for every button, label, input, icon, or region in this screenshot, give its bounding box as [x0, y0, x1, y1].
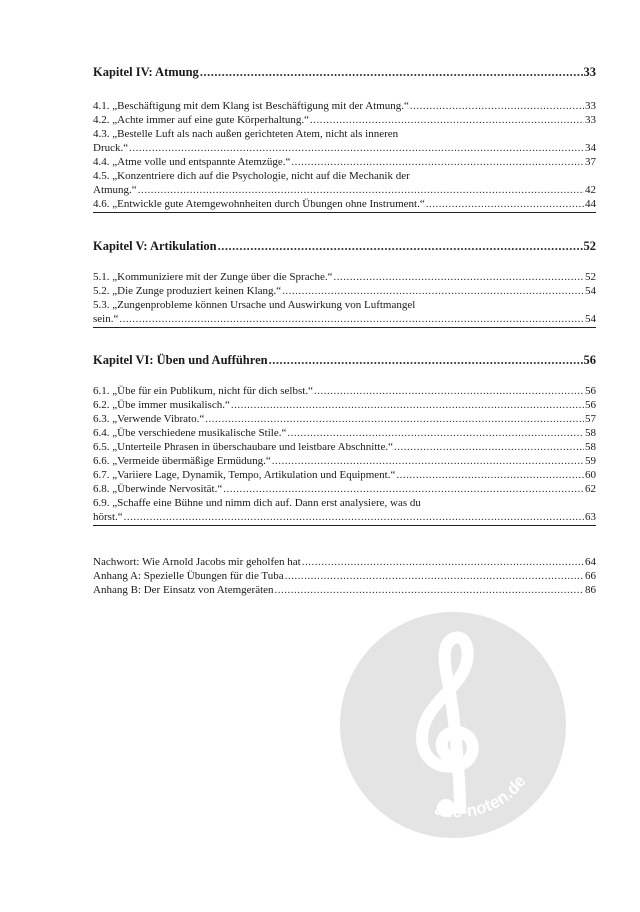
toc-entry: sein.“ ..... 54 — [93, 313, 596, 326]
toc-entry: 6.2. „Übe immer musikalisch.“ ..... 56 — [93, 399, 596, 412]
chapter-title: Kapitel VI: Üben und Aufführen — [93, 353, 268, 367]
toc-entry-first-line: 4.5. „Konzentriere dich auf die Psychologie, nicht auf die Mechanik der — [93, 170, 410, 182]
chapter-page: 33 — [583, 65, 596, 79]
toc-entry: 5.2. „Die Zunge produziert keinen Klang.“ ..... 54 — [93, 285, 596, 298]
chapter-title: Kapitel V: Artikulation — [93, 239, 217, 253]
toc-appendix-entry: Anhang A: Spezielle Übungen für die Tuba ..... 66 — [93, 570, 596, 583]
chapter-heading-iv — [93, 66, 596, 79]
toc-entry: Druck.“ ..... 34 — [93, 142, 596, 155]
toc-entry: 6.1. „Übe für ein Publikum, nicht für dich selbst.“ ..... 56 — [93, 385, 596, 398]
chapter-page: 52 — [583, 239, 596, 253]
toc-entry: 4.1. „Beschäftigung mit dem Klang ist Beschäftigung mit der Atmung.“ ..... 33 — [93, 100, 596, 113]
toc-appendix-entry: Nachwort: Wie Arnold Jacobs mir geholfen hat ..... 64 — [93, 556, 596, 569]
toc-entry-first-line: 4.3. „Bestelle Luft als nach außen gerichteten Atem, nicht als inneren — [93, 128, 399, 140]
toc-entry: 6.6. „Vermeide übermäßige Ermüdung.“ ..... 59 — [93, 455, 596, 468]
toc-entry: Atmung.“ ..... 42 — [93, 184, 596, 197]
toc-entry: 6.5. „Unterteile Phrasen in überschaubare und leistbare Abschnitte.“ ..... 58 — [93, 441, 596, 454]
section-rule — [93, 212, 596, 213]
toc-entry: hörst.“ ..... 63 — [93, 511, 596, 524]
chapter-page: 56 — [583, 353, 596, 367]
toc-entry-first-line: 6.9. „Schaffe eine Bühne und nimm dich auf. Dann erst analysiere, was du — [93, 497, 421, 509]
toc-entry: 6.4. „Übe verschiedene musikalische Stile.“ ..... 58 — [93, 427, 596, 440]
watermark-text: alle-noten.de — [432, 771, 530, 822]
toc-entry: 6.3. „Verwende Vibrato.“ ..... 57 — [93, 413, 596, 426]
toc-entry: 4.4. „Atme volle und entspannte Atemzüge.“ ..... 37 — [93, 156, 596, 169]
toc-entry-first-line: 5.3. „Zungenprobleme können Ursache und Auswirkung von Luftmangel — [93, 299, 416, 311]
toc-entry: 4.2. „Achte immer auf eine gute Körperhaltung.“ ..... 33 — [93, 114, 596, 127]
toc-entry: 6.7. „Variiere Lage, Dynamik, Tempo, Artikulation und Equipment.“ ..... 60 — [93, 469, 596, 482]
section-rule — [93, 525, 596, 526]
section-rule — [93, 327, 596, 328]
toc-appendix-entry: Anhang B: Der Einsatz von Atemgeräten ..... 86 — [93, 584, 596, 597]
toc-entry: 5.1. „Kommuniziere mit der Zunge über die Sprache.“ ..... 52 — [93, 271, 596, 284]
toc-entry: 6.8. „Überwinde Nervosität.“ ..... 62 — [93, 483, 596, 496]
chapter-title: Kapitel IV: Atmung — [93, 65, 199, 79]
toc-entry: 4.6. „Entwickle gute Atemgewohnheiten durch Übungen ohne Instrument.“ ..... 44 — [93, 198, 596, 211]
chapter-heading-v — [93, 240, 596, 253]
watermark — [340, 612, 566, 838]
chapter-heading-vi — [93, 354, 596, 367]
